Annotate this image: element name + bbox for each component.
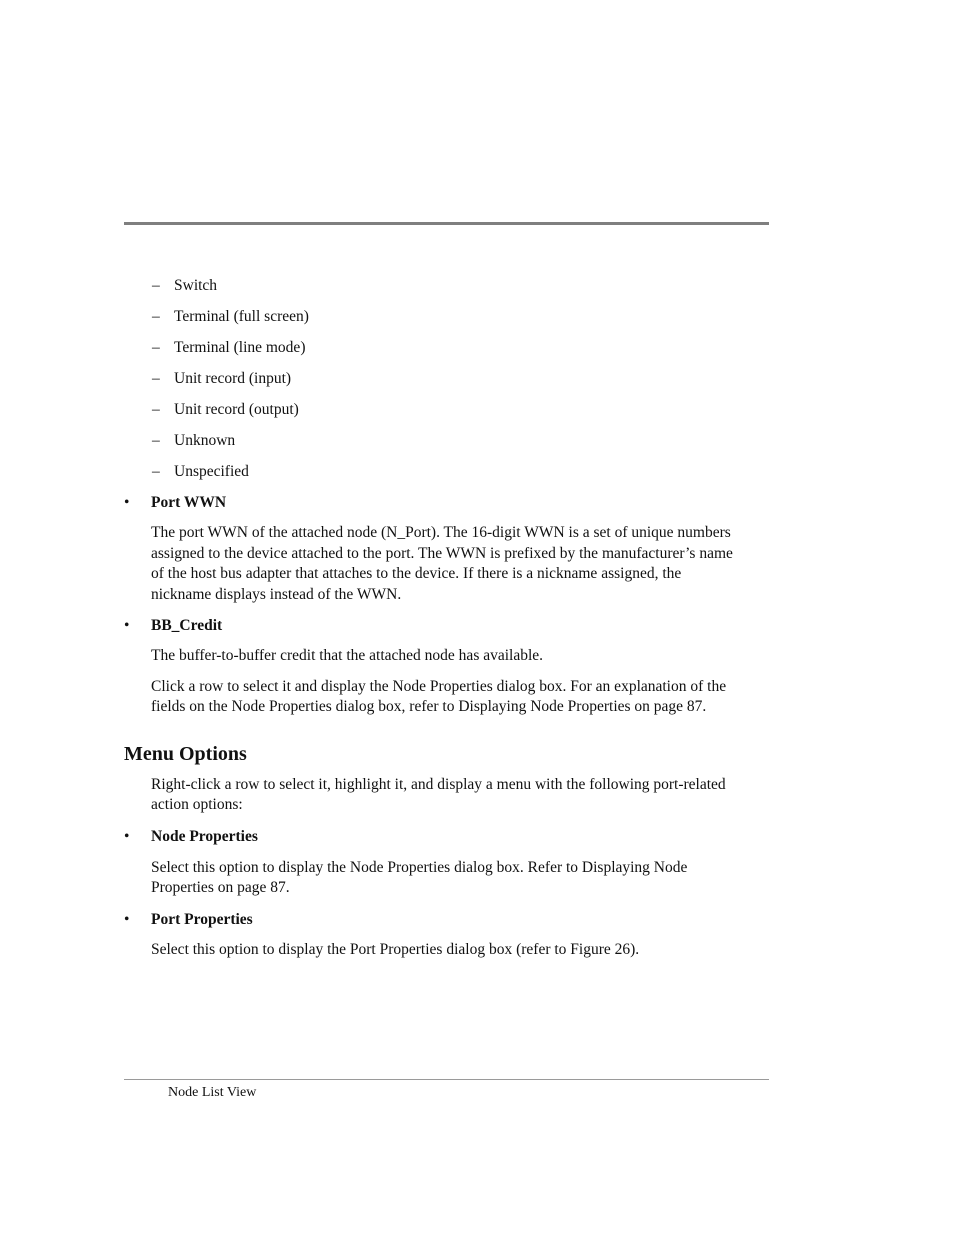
- bullet-icon: •: [124, 617, 130, 634]
- menu-options-intro: Right-click a row to select it, highlight it, and display a menu with the following port-related action options:: [151, 775, 726, 813]
- list-item: [124, 430, 744, 461]
- list-item-text: Unknown: [174, 432, 236, 449]
- list-item-text: Terminal (full screen): [174, 308, 309, 325]
- dash-marker: –: [152, 339, 160, 356]
- bb-credit-description: The buffer-to-buffer credit that the attached node has available.: [151, 647, 544, 664]
- page-content: [124, 275, 744, 960]
- list-item: [124, 275, 744, 306]
- row-click-description: Click a row to select it and display the Node Properties dialog box. For an explanation of the fields on the Node Properties dialog box, refer to Displaying Node Properties on page 87.: [151, 677, 727, 715]
- list-item-text: Unspecified: [174, 463, 249, 480]
- list-item-text: Unit record (input): [174, 370, 292, 387]
- list-item: [124, 461, 744, 492]
- bullet-icon: •: [124, 827, 130, 845]
- port-wwn-description: The port WWN of the attached node (N_Port). The 16-digit WWN is a set of unique numbers assigned to the device attached to the port. The WWN is prefixed by the manufacturer’s name of the host bus adapter that attaches to the device. If there is a nickname assigned, the nickname displays instead of the WWN.: [151, 524, 733, 603]
- header-rule: [124, 222, 769, 225]
- node-properties-description: Select this option to display the Node Properties dialog box. Refer to Displaying Node Properties on page 87.: [151, 858, 688, 896]
- bullet-icon: •: [124, 910, 130, 928]
- subtype-list: [124, 275, 744, 492]
- list-item: [124, 399, 744, 430]
- list-item-text: Switch: [174, 277, 218, 294]
- port-properties-description: Select this option to display the Port Properties dialog box (refer to Figure 26).: [151, 940, 640, 958]
- port-wwn-heading: • Port WWN: [124, 494, 227, 511]
- list-item-text: Terminal (line mode): [174, 339, 306, 356]
- dash-marker: –: [152, 277, 160, 294]
- page-footer: Node List View: [168, 1085, 257, 1100]
- dash-marker: –: [152, 308, 160, 325]
- list-item: [124, 368, 744, 399]
- node-properties-heading: • Node Properties: [124, 827, 258, 845]
- footer-rule: [124, 1079, 769, 1080]
- section-heading: Menu Options: [124, 742, 247, 765]
- dash-marker: –: [152, 432, 160, 449]
- dash-marker: –: [152, 401, 160, 418]
- port-properties-heading: • Port Properties: [124, 910, 253, 928]
- bullet-icon: •: [124, 494, 130, 511]
- dash-marker: –: [152, 370, 160, 387]
- bb-credit-heading: • BB_Credit: [124, 617, 223, 634]
- list-item: [124, 337, 744, 368]
- list-item-text: Unit record (output): [174, 401, 299, 418]
- list-item: [124, 306, 744, 337]
- dash-marker: –: [152, 463, 160, 480]
